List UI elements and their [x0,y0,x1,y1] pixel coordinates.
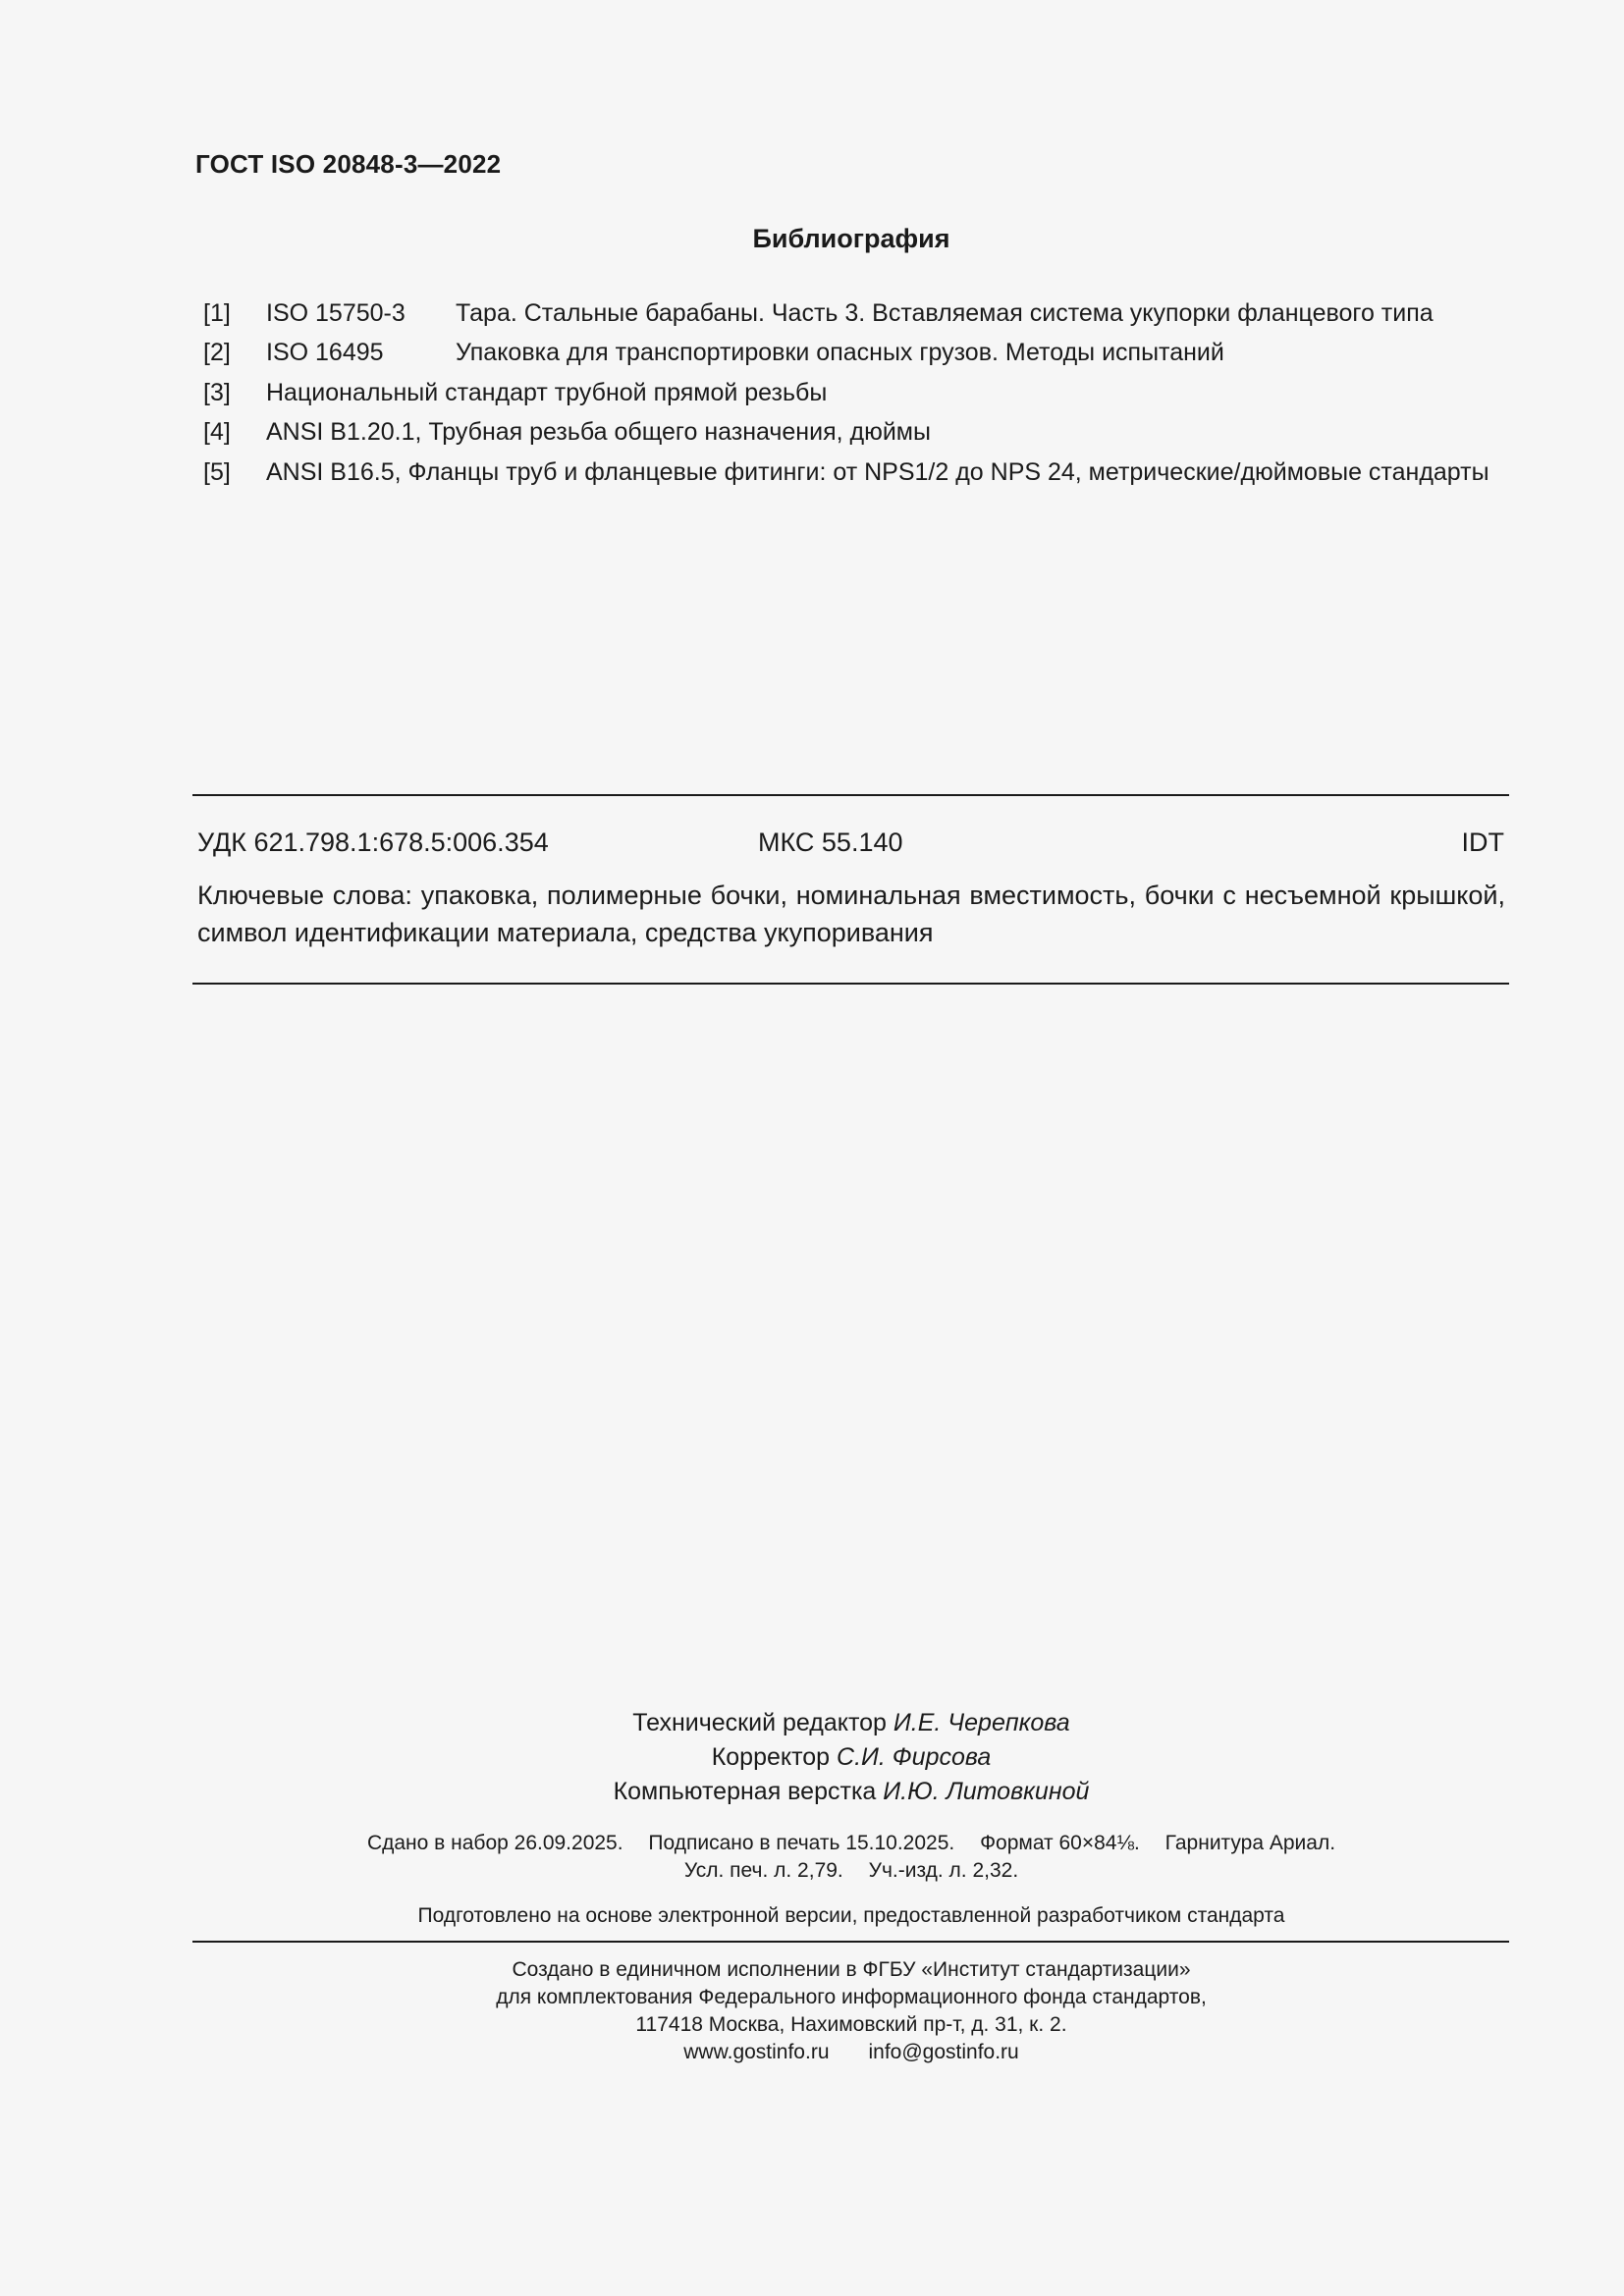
footer [0,1956,1624,2066]
print-sheets: Усл. печ. л. 2,79. [683,1859,843,1882]
publishing-info [0,1830,1624,1885]
tech-editor-line [0,1706,1624,1740]
footer-line-1: Создано в единичном исполнении в ФГБУ «Институт стандартизации» [512,1958,1191,1981]
ref-code: ISO 15750-3 [266,299,406,327]
document-code: ГОСТ ISO 20848-3—2022 [195,149,502,179]
divider [192,1941,1509,1943]
footer-address: 117418 Москва, Нахимовский пр-т, д. 31, к. 2. [635,2013,1067,2036]
corrector-label: Корректор [711,1743,831,1771]
paper-format: Формат 60×84⅛. [980,1832,1140,1854]
divider [192,794,1509,796]
website-link[interactable]: www.gostinfo.ru [683,2041,830,2063]
ref-code: ISO 16495 [266,339,384,366]
ref-description: Национальный стандарт трубной прямой резьбы [266,379,828,406]
corrector-line [0,1740,1624,1775]
signed-date: Подписано в печать 15.10.2025. [648,1832,955,1854]
prepared-note: Подготовлено на основе электронной версии, предоставленной разработчиком стандарта [417,1904,1285,1927]
bibliography-title: Библиография [752,224,950,253]
ref-description: Тара. Стальные барабаны. Часть 3. Вставляемая система укупорки фланцевого типа [456,299,1434,327]
layout-label: Компьютерная верстка [613,1778,877,1805]
ref-description: ANSI B16.5, Фланцы труб и фланцевые фитинги: от NPS1/2 до NPS 24, метрические/дюймовые стандарты [266,458,1489,486]
layout-line [0,1775,1624,1809]
ref-number: [5] [203,458,231,486]
mks-code: МКС 55.140 [758,828,903,857]
ref-description: Упаковка для транспортировки опасных грузов. Методы испытаний [456,339,1224,366]
corrector-name: С.И. Фирсова [837,1743,992,1771]
tech-editor-label: Технический редактор [632,1709,887,1736]
idt-label: IDT [1461,828,1504,857]
ref-description: ANSI B1.20.1, Трубная резьба общего назначения, дюймы [266,418,931,446]
ref-number: [2] [203,339,231,366]
email-link[interactable]: info@gostinfo.ru [868,2041,1019,2063]
publishing-line-1 [0,1830,1624,1857]
footer-contacts [0,2039,1624,2066]
edit-sheets: Уч.-изд. л. 2,32. [868,1859,1019,1882]
typeface: Гарнитура Ариал. [1164,1832,1336,1854]
keywords: Ключевые слова: упаковка, полимерные бочки, номинальная вместимость, бочки с несъемной крышкой, символ идентификации материала, средства укупоривания [197,881,1505,947]
tech-editor-name: И.Е. Черепкова [893,1709,1070,1736]
footer-line-2: для комплектования Федерального информационного фонда стандартов, [496,1986,1207,2008]
ref-number: [3] [203,379,231,406]
submitted-date: Сдано в набор 26.09.2025. [366,1832,623,1854]
ref-number: [1] [203,299,231,327]
divider [192,983,1509,985]
ref-number: [4] [203,418,231,446]
layout-name: И.Ю. Литовкиной [883,1778,1090,1805]
udk-code: УДК 621.798.1:678.5:006.354 [197,828,549,857]
publishing-line-2 [0,1857,1624,1885]
credits [0,1706,1624,1809]
